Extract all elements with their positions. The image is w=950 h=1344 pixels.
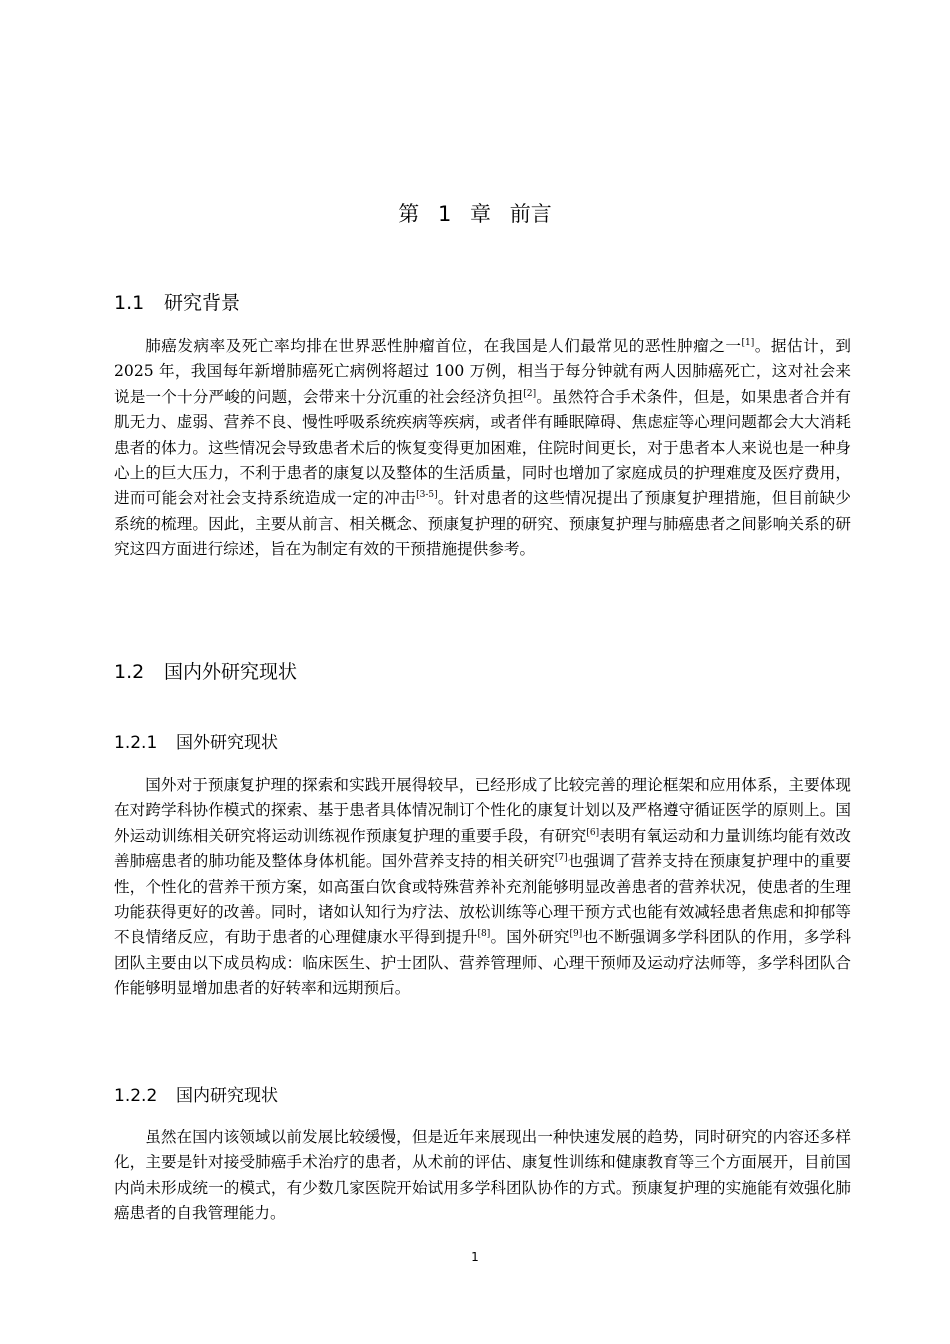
text-run: 。针对患者的这些情况提出了预康复护理措施，但目前缺少系统的梳理。因此，主要从前言、相关概念、预康复护理的研究、预康复护理与肺癌患者之间影响关系的研究这四方面进行综述，旨在为制定有效的干预措施提供参考。 — [114, 489, 851, 559]
citation: [8] — [477, 929, 491, 940]
section-number: 1.2.2 — [114, 1086, 158, 1106]
text-run: 。虽然符合手术条件，但是，如果患者合并有肌无力、虚弱、营养不良、慢性呼吸系统疾病等疾病，或者伴有睡眠障碍、焦虑症等心理问题都会大大消耗患者的体力。这些情况会导致患者术后的恢复变得更加困难，住院时间更长，对于患者本人来说也是一种身心上的巨大压力，不利于患者的康复以及整体的生活质量，同时也增加了家庭成员的护理难度及医疗费用，进而可能会对社会支持系统造成一定的冲击 — [114, 387, 851, 508]
chapter-title: 前言 — [509, 202, 552, 226]
section-number: 1.2.1 — [114, 733, 158, 753]
section-title: 国内外研究现状 — [164, 661, 298, 683]
section-heading-1-2-2 — [114, 1081, 278, 1106]
page-number: 1 — [471, 1250, 479, 1264]
section-heading-1-2-1 — [114, 728, 278, 753]
section-title: 国外研究现状 — [176, 733, 278, 753]
citation: [9] — [569, 929, 583, 940]
text-run: 。据估计，到 2025 年，我国每年新增肺癌死亡病例将超过 100 万例，相当于每分钟就有两人因肺癌死亡，这对社会来说是一个十分严峻的问题，会带来十分沉重的社会经济负担 — [114, 337, 851, 406]
section-title: 研究背景 — [164, 292, 241, 314]
chapter-heading — [0, 198, 950, 228]
text-run: 也强调了营养支持在预康复护理中的重要性，个性化的营养干预方案，如高蛋白饮食或特殊营养补充剂能够明显改善患者的营养状况，使患者的生理功能获得更好的改善。同时，诸如认知行为疗法、放松训练等心理干预方式也能有效减轻患者焦虑和抑郁等不良情绪反应，有助于患者的心理健康水平得到提升 — [114, 852, 851, 947]
section-heading-1-1 — [114, 288, 240, 315]
citation: [1] — [741, 338, 755, 348]
citation: [3-5] — [416, 490, 438, 501]
text-run: 肺癌发病率及死亡率均排在世界恶性肿瘤首位，在我国是人们最常见的恶性肿瘤之一 — [145, 337, 742, 355]
citation: [2] — [523, 388, 537, 399]
text-run: 。国外研究 — [490, 928, 570, 947]
paragraph-foreign-research — [114, 773, 851, 1002]
text-run: 表明有氧运动和力量训练均能有效改善肺癌患者的肺功能及整体身体机能。国外营养支持的相关研究 — [114, 826, 851, 871]
citation: [6] — [586, 827, 600, 838]
text-run: 国外对于预康复护理的探索和实践开展得较早，已经形成了比较完善的理论框架和应用体系，主要体现在对跨学科协作模式的探索、基于患者具体情况制订个性化的康复计划以及严格遵守循证医学的原则上。国外运动训练相关研究将运动训练视作预康复护理的重要手段，有研究 — [114, 776, 851, 845]
citation: [7] — [554, 853, 568, 864]
section-number: 1.1 — [114, 292, 145, 314]
section-heading-1-2 — [114, 657, 297, 684]
paragraph-domestic-research — [114, 1125, 851, 1227]
text-run: 也不断强调多学科团队的作用，多学科团队主要由以下成员构成：临床医生、护士团队、营养管理师、心理干预师及运动疗法师等，多学科团队合作能够明显增加患者的好转率和远期预后。 — [114, 928, 851, 998]
section-title: 国内研究现状 — [176, 1086, 278, 1106]
paragraph-background — [114, 334, 851, 563]
section-number: 1.2 — [114, 661, 145, 683]
text-run: 虽然在国内该领域以前发展比较缓慢，但是近年来展现出一种快速发展的趋势，同时研究的内容还多样化，主要是针对接受肺癌手术治疗的患者，从术前的评估、康复性训练和健康教育等三个方面展开，目前国内尚未形成统一的模式，有少数几家医院开始试用多学科团队协作的方式。预康复护理的实施能有效强化肺癌患者的自我管理能力。 — [114, 1128, 851, 1223]
chapter-number: 第 1 章 — [398, 202, 492, 226]
